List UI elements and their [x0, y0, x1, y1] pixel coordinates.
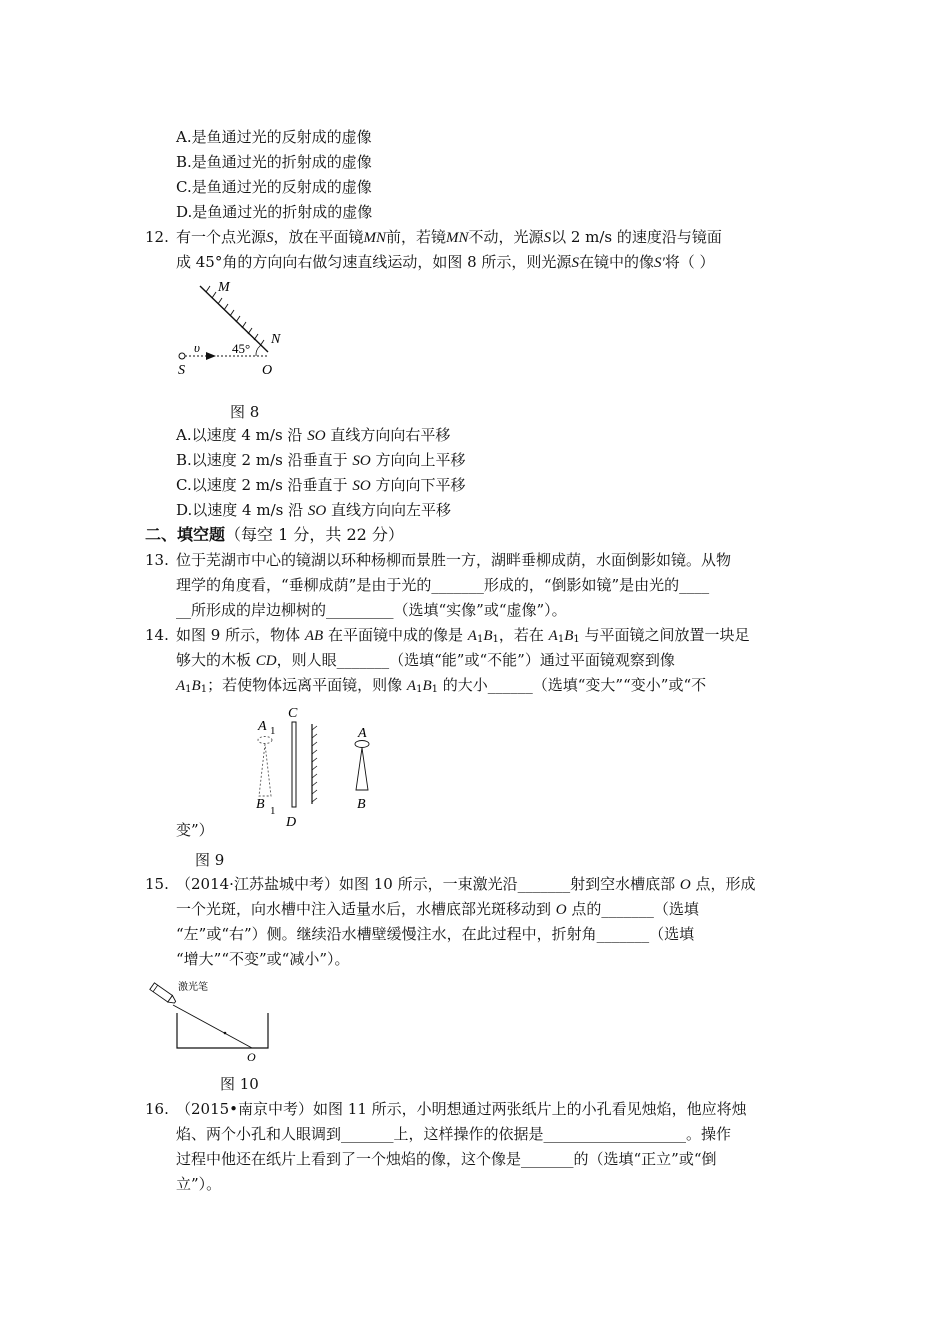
label-s: S [178, 363, 185, 378]
q11-option-d: D.是鱼通过光的折射成的虚像 [176, 203, 373, 221]
beam-arrow-dot [224, 1032, 227, 1035]
angle-arc [256, 346, 260, 356]
label-b1: B [256, 797, 265, 812]
q14-line-2: 够大的木板 CD，则人眼_______（选填“能”或“不能”）通过平面镜观察到像 [176, 651, 675, 669]
section-2-heading: 二、填空题（每空 1 分，共 22 分） [145, 525, 404, 544]
q12-option-c: C.以速度 2 m/s 沿垂直于 SO 方向向下平移 [176, 476, 466, 494]
q15-line-2: 一个光斑，向水槽中注入适量水后，水槽底部光斑移动到 O 点的_______（选填 [176, 900, 699, 918]
label-o: O [262, 363, 273, 378]
label-v: υ [194, 340, 200, 355]
laser-beam [173, 1005, 252, 1048]
q11-option-a: A.是鱼通过光的反射成的虚像 [176, 128, 372, 146]
q13-line-2: 理学的角度看，“垂柳成荫”是由于光的_______形成的，“倒影如镜”是由光的____ [176, 576, 710, 594]
label-laser-pen: 激光笔 [178, 982, 208, 993]
label-b: B [357, 797, 366, 812]
q16-line-2: 焰、两个小孔和人眼调到_______上，这样操作的依据是___________________。操作 [176, 1125, 732, 1143]
label-c: C [288, 706, 298, 721]
q13-number: 13. [145, 551, 169, 569]
q16-line-3: 过程中他还在纸片上看到了一个烛焰的像，这个像是_______的（选填“正立”或“倒 [176, 1150, 717, 1168]
object-a-top [355, 741, 369, 748]
q12-option-a: A.以速度 4 m/s 沿 SO 直线方向向右平移 [176, 426, 451, 444]
point-source-s [179, 353, 185, 359]
q12-option-b: B.以速度 2 m/s 沿垂直于 SO 方向向上平移 [176, 451, 466, 469]
q15-line-4: “增大”“不变”或“减小”）。 [176, 950, 350, 968]
q14-line-4: 变”） [176, 821, 214, 839]
q14-line-3: $A_1B_1$；若使物体远离平面镜，则像 $A_1B_1$ 的大小______（选填“变大”“变小”或“不 [176, 676, 707, 695]
label-m: M [218, 280, 230, 295]
figure-9-mirror-diagram [250, 702, 390, 832]
figure-8-mirror-diagram [170, 276, 290, 380]
figure-10-water-tank [143, 975, 283, 1065]
q15-number: 15. [145, 875, 169, 893]
image-a1b1-body [259, 744, 271, 796]
q16-line-4: 立”）。 [176, 1175, 222, 1193]
label-o: O [247, 1050, 256, 1064]
q16-number: 16. [145, 1100, 169, 1118]
mirror-hatching [206, 286, 264, 346]
label-a1-sub: 1 [270, 725, 276, 737]
label-n: N [271, 332, 281, 347]
label-b1-sub: 1 [270, 805, 276, 817]
image-a1-top [258, 737, 272, 744]
q13-line-1: 位于芜湖市中心的镜湖以环种杨柳而景胜一方，湖畔垂柳成荫，水面倒影如镜。从物 [176, 551, 732, 569]
figure-10-caption: 图 10 [220, 1075, 259, 1093]
label-angle: 45° [232, 341, 251, 356]
object-ab-body [356, 748, 368, 790]
figure-8-caption: 图 8 [230, 403, 260, 421]
q16-line-1: （2015•南京中考）如图 11 所示，小明想通过两张纸片上的小孔看见烛焰，他应将烛 [176, 1100, 747, 1118]
q14-line-1: 如图 9 所示，物体 AB 在平面镜中成的像是 $A_1B_1$，若在 $A_1B_1$ 与平面镜之间放置一块足 [176, 626, 750, 645]
q15-line-1: （2014·江苏盐城中考）如图 10 所示，一束激光沿_______射到空水槽底部 O 点，形成 [176, 875, 756, 893]
q13-line-3: __所形成的岸边柳树的_________（选填“实像”或“虚像”）。 [176, 601, 567, 619]
q15-line-3: “左”或“右”）侧。继续沿水槽壁缓慢注水，在此过程中，折射角_______（选填 [176, 925, 695, 943]
q14-number: 14. [145, 626, 169, 644]
q11-option-b: B.是鱼通过光的折射成的虚像 [176, 153, 372, 171]
label-a1: A [258, 719, 267, 734]
label-d: D [286, 815, 297, 830]
label-a: A [358, 726, 367, 741]
q12-option-d: D.以速度 4 m/s 沿 SO 直线方向向左平移 [176, 501, 452, 519]
figure-9-caption: 图 9 [195, 851, 225, 869]
laser-pen [150, 983, 178, 1006]
plane-mirror-hatching [312, 726, 317, 802]
q12-line-1: 有一个点光源S，放在平面镜MN前，若镜MN不动，光源S以 2 m/s 的速度沿与镜面 [176, 228, 722, 246]
q12-number: 12. [145, 228, 169, 246]
q11-option-c: C.是鱼通过光的反射成的虚像 [176, 178, 372, 196]
board-cd [292, 722, 296, 807]
water-tank [177, 1013, 268, 1048]
q12-line-2: 成 45°角的方向向右做匀速直线运动，如图 8 所示，则光源S在镜中的像S′将（ ） [176, 253, 715, 271]
velocity-arrow [206, 352, 216, 360]
